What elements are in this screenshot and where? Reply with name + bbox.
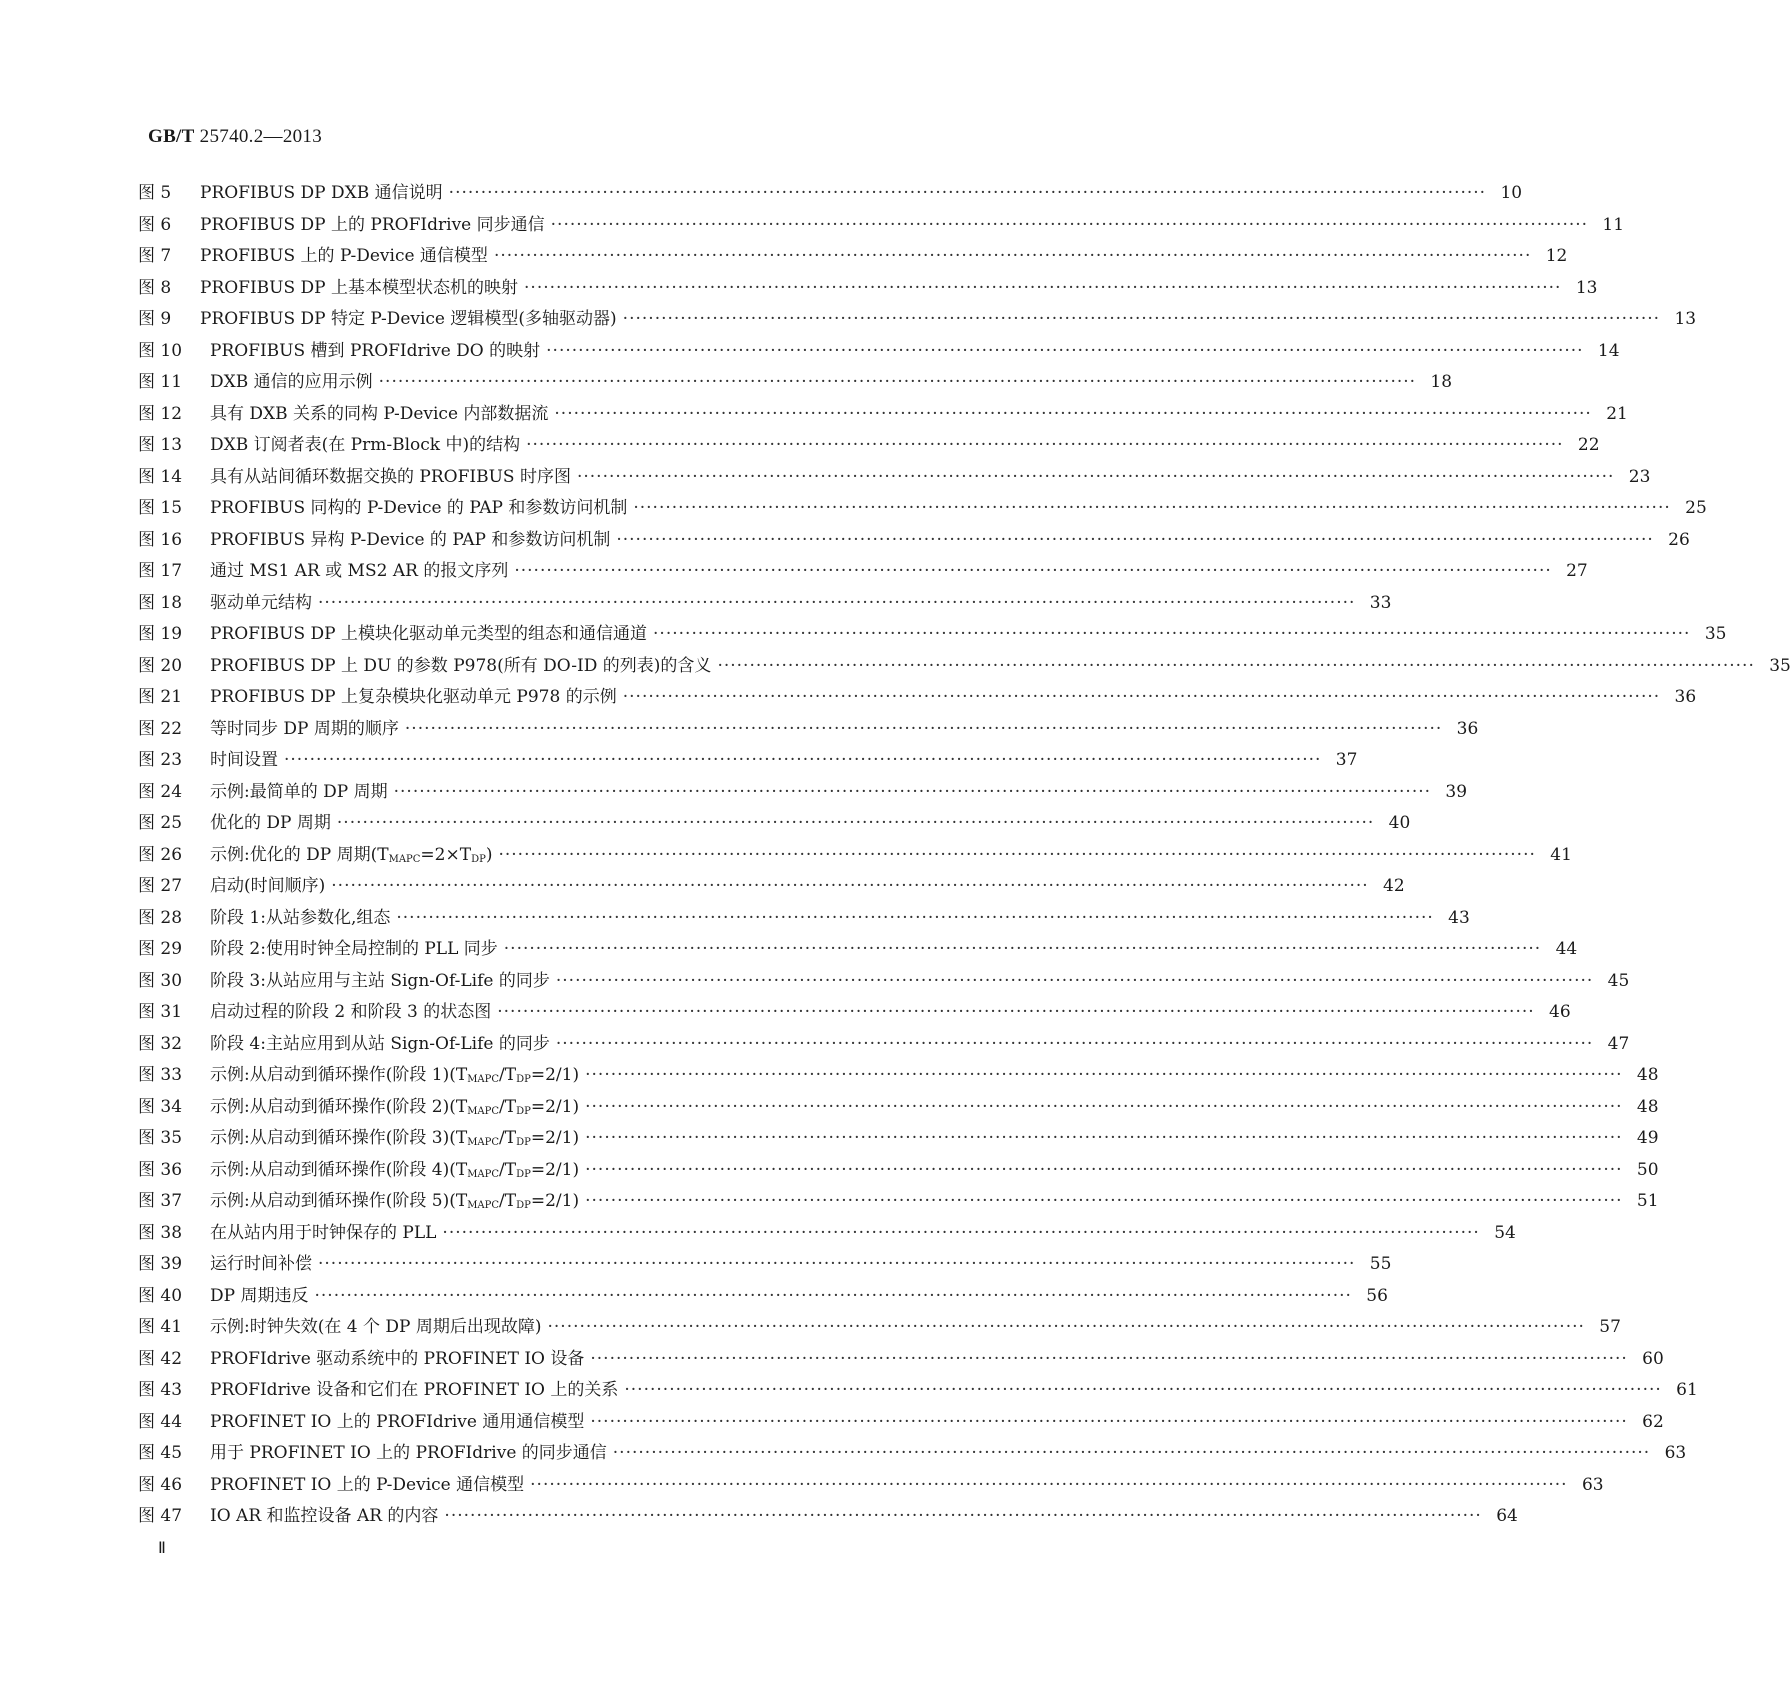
page-ref: 49 [1636, 1128, 1659, 1148]
figure-number: 图 28 [138, 907, 183, 928]
figure-number: 图 21 [138, 687, 183, 707]
figure-title-text: PROFINET IO 上的 P-Device 通信模型 [210, 1474, 525, 1495]
figure-title-text: 启动(时间顺序) [210, 876, 326, 896]
dot-leader [556, 971, 1593, 991]
toc-entry[interactable] [138, 525, 1690, 557]
toc-entry[interactable] [138, 178, 1523, 210]
figure-title-text: =2/1) [530, 1159, 580, 1180]
subscript: MAPC [467, 1168, 500, 1180]
figure-title [210, 1281, 314, 1306]
figure-number: 图 8 [138, 277, 172, 298]
page-ref: 14 [1597, 340, 1620, 361]
page-ref: 37 [1335, 750, 1358, 770]
figure-title [210, 493, 633, 518]
figure-number: 图 24 [138, 781, 183, 802]
figure-title [210, 1155, 585, 1180]
toc-entry[interactable] [138, 336, 1620, 368]
figure-title-text: PROFIdrive 驱动系统中的 PROFINET IO 设备 [210, 1348, 585, 1369]
figure-title-text: PROFIdrive 设备和它们在 PROFINET IO 上的关系 [210, 1380, 619, 1400]
figure-title [210, 682, 623, 707]
figure-number: 图 23 [138, 750, 183, 770]
figure-title-text: PROFIBUS 同构的 P-Device 的 PAP 和参数访问机制 [210, 498, 628, 518]
figure-number: 图 5 [138, 183, 172, 203]
subscript: MAPC [467, 1105, 500, 1117]
page-ref: 39 [1445, 781, 1468, 802]
figure-title [210, 934, 504, 959]
subscript: DP [516, 1105, 531, 1117]
figure-title-text: PROFIBUS DP 上的 PROFIdrive 同步通信 [200, 214, 545, 235]
figure-title-text: 示例:从启动到循环操作(阶段 5)(T [210, 1191, 468, 1211]
figure-title [210, 651, 717, 676]
dot-leader [624, 1380, 1661, 1400]
page-ref: 42 [1383, 876, 1405, 896]
toc-entry[interactable] [138, 871, 1405, 903]
figure-title [210, 808, 337, 833]
figure-title-text: /T [499, 1159, 517, 1180]
figure-title-text: 示例:优化的 DP 周期(T [210, 844, 389, 865]
toc-entry[interactable] [138, 1092, 1659, 1124]
figure-title-text: PROFIBUS DP 上基本模型状态机的映射 [200, 277, 519, 298]
figure-title [210, 1218, 442, 1243]
figure-title [210, 399, 554, 424]
toc-entry[interactable] [138, 840, 1572, 872]
toc-entry[interactable] [138, 430, 1600, 462]
dot-leader [394, 782, 1431, 802]
dot-leader [551, 215, 1588, 235]
toc-entry[interactable] [138, 1123, 1659, 1155]
figure-title-text: /T [499, 1096, 517, 1117]
figure-title [210, 871, 331, 896]
figure-title-text: PROFIBUS DP 上 DU 的参数 P978(所有 DO-ID 的列表)的含义 [210, 655, 712, 676]
subscript: DP [516, 1200, 531, 1211]
dot-leader [396, 908, 1433, 928]
dot-leader [585, 1128, 1622, 1148]
figure-title-text: 示例:从启动到循环操作(阶段 2)(T [210, 1096, 468, 1117]
standard-number: 25740.2—2013 [199, 126, 323, 147]
subscript: MAPC [467, 1074, 500, 1085]
figure-title-text: /T [499, 1191, 517, 1211]
dot-leader [623, 309, 1660, 329]
toc-entry[interactable] [138, 1438, 1687, 1470]
figure-number: 图 17 [138, 561, 183, 581]
figure-title [210, 556, 514, 581]
figure-title [210, 336, 546, 361]
figure-number: 图 15 [138, 498, 183, 518]
figure-number: 图 16 [138, 529, 183, 550]
toc-entry[interactable] [138, 1470, 1604, 1502]
figure-title [210, 462, 577, 487]
dot-leader [498, 845, 1535, 865]
figure-title-text: 阶段 2:使用时钟全局控制的 PLL 同步 [210, 939, 498, 959]
figure-title [210, 1438, 613, 1463]
figure-title-text: 驱动单元结构 [210, 592, 312, 613]
figure-title-text: =2/1) [530, 1065, 580, 1085]
figure-number: 图 32 [138, 1033, 183, 1054]
dot-leader [585, 1097, 1622, 1117]
figure-title-text: 优化的 DP 周期 [210, 813, 331, 833]
figure-title-text: =2/1) [530, 1128, 580, 1148]
page-ref: 22 [1577, 435, 1600, 455]
toc-entry[interactable] [138, 367, 1453, 399]
dot-leader [633, 498, 1670, 518]
figure-title [210, 1312, 548, 1337]
figure-number: 图 13 [138, 435, 183, 455]
figure-title [210, 997, 497, 1022]
figure-number: 图 35 [138, 1128, 183, 1148]
figure-title-text: 示例:时钟失效(在 4 个 DP 周期后出现故障) [210, 1317, 542, 1337]
figure-number: 图 37 [138, 1191, 183, 1211]
page-ref: 45 [1607, 970, 1630, 991]
toc-entry[interactable] [138, 241, 1568, 273]
figure-title [210, 1344, 590, 1369]
page-ref: 12 [1545, 246, 1568, 266]
figure-title-text: =2/1) [530, 1191, 580, 1211]
page-ref: 26 [1668, 529, 1690, 550]
dot-leader [556, 1034, 1593, 1054]
figure-number: 图 41 [138, 1317, 183, 1337]
figure-title [210, 903, 396, 928]
page-ref: 57 [1599, 1317, 1621, 1337]
page-ref: 23 [1628, 466, 1651, 487]
page-ref: 36 [1456, 718, 1479, 739]
dot-leader [548, 1317, 1585, 1337]
figure-number: 图 29 [138, 939, 183, 959]
toc-entry[interactable] [138, 1155, 1659, 1187]
figure-title-text: DXB 通信的应用示例 [210, 372, 373, 392]
figure-title [200, 304, 623, 329]
toc-entry[interactable] [138, 304, 1697, 336]
figure-number: 图 20 [138, 655, 183, 676]
page-ref: 25 [1685, 498, 1707, 518]
figure-number: 图 11 [138, 372, 183, 392]
figure-number: 图 7 [138, 246, 172, 266]
page-number: Ⅱ [158, 1540, 166, 1557]
figure-number: 图 36 [138, 1159, 183, 1180]
subscript: DP [516, 1074, 531, 1085]
page-ref: 54 [1494, 1222, 1516, 1243]
figure-title [200, 273, 524, 298]
page-ref: 27 [1566, 561, 1588, 581]
figure-title-text: PROFINET IO 上的 PROFIdrive 通用通信模型 [210, 1411, 585, 1432]
dot-leader [494, 246, 1531, 266]
page-ref: 60 [1642, 1348, 1664, 1369]
figure-title [210, 1092, 585, 1117]
figure-title-text: =2/1) [530, 1096, 580, 1117]
page-ref: 64 [1496, 1506, 1518, 1526]
page-ref: 11 [1602, 214, 1625, 235]
page-ref: 44 [1555, 939, 1578, 959]
toc-entry[interactable] [138, 934, 1578, 966]
page-ref: 48 [1636, 1096, 1659, 1117]
figure-number: 图 14 [138, 466, 183, 487]
figure-title [210, 367, 379, 392]
toc-entry[interactable] [138, 493, 1707, 525]
figure-title [210, 1470, 530, 1495]
dot-leader [590, 1349, 1627, 1369]
subscript: MAPC [467, 1200, 500, 1211]
figure-title-text: 时间设置 [210, 750, 278, 770]
figure-title [210, 525, 616, 550]
figure-number: 图 34 [138, 1096, 183, 1117]
dot-leader [444, 1506, 1481, 1526]
figure-title [210, 966, 556, 991]
figure-title-text: PROFIBUS DP DXB 通信说明 [200, 183, 443, 203]
figure-title-text: 阶段 3:从站应用与主站 Sign-Of-Life 的同步 [210, 970, 550, 991]
figure-title [200, 178, 449, 203]
figure-number: 图 43 [138, 1380, 183, 1400]
dot-leader [585, 1065, 1622, 1085]
figure-title-text: PROFIBUS DP 上复杂模块化驱动单元 P978 的示例 [210, 687, 617, 707]
figure-title [210, 840, 498, 865]
toc-entry[interactable] [138, 1186, 1659, 1218]
figure-title-text: DP 周期违反 [210, 1285, 309, 1306]
dot-leader [442, 1223, 1479, 1243]
toc-entry[interactable] [138, 1281, 1388, 1313]
toc-entry[interactable] [138, 651, 1791, 683]
figure-title-text: 用于 PROFINET IO 上的 PROFIdrive 的同步通信 [210, 1443, 607, 1463]
dot-leader [524, 278, 1561, 298]
page-ref: 43 [1448, 907, 1470, 928]
toc-entry[interactable] [138, 714, 1479, 746]
dot-leader [590, 1412, 1627, 1432]
dot-leader [623, 687, 1660, 707]
toc-entry[interactable] [138, 1029, 1630, 1061]
dot-leader [318, 1254, 1355, 1274]
toc-entry[interactable] [138, 1218, 1516, 1250]
figure-number: 图 19 [138, 624, 183, 644]
figure-title-text: 通过 MS1 AR 或 MS2 AR 的报文序列 [210, 561, 509, 581]
figure-title [210, 430, 526, 455]
dot-leader [530, 1475, 1567, 1495]
toc-entry[interactable] [138, 1375, 1698, 1407]
figure-title [200, 210, 551, 235]
figure-title-text: 在从站内用于时钟保存的 PLL [210, 1222, 437, 1243]
dot-leader [613, 1443, 1650, 1463]
figure-title-text: 示例:从启动到循环操作(阶段 4)(T [210, 1159, 468, 1180]
dot-leader [337, 813, 1374, 833]
figure-number: 图 26 [138, 844, 183, 865]
dot-leader [546, 341, 1583, 361]
figure-number: 图 27 [138, 876, 183, 896]
figure-title-text: PROFIBUS 上的 P-Device 通信模型 [200, 246, 488, 266]
toc-entry[interactable] [138, 777, 1468, 809]
dot-leader [585, 1191, 1622, 1211]
page-ref: 63 [1664, 1443, 1687, 1463]
list-of-figures [138, 178, 1791, 1533]
toc-entry[interactable] [138, 997, 1571, 1029]
figure-title [210, 714, 405, 739]
page-ref: 56 [1366, 1285, 1388, 1306]
figure-number: 图 33 [138, 1065, 183, 1085]
figure-number: 图 10 [138, 340, 183, 361]
figure-title-text: 具有从站间循环数据交换的 PROFIBUS 时序图 [210, 466, 571, 487]
dot-leader [585, 1160, 1622, 1180]
figure-title [210, 745, 284, 770]
toc-entry[interactable] [138, 1312, 1621, 1344]
figure-number: 图 12 [138, 403, 183, 424]
figure-title [210, 1375, 624, 1400]
subscript: DP [516, 1168, 531, 1180]
figure-title-text: 阶段 1:从站参数化,组态 [210, 907, 391, 928]
toc-entry[interactable] [138, 1249, 1392, 1281]
toc-entry[interactable] [138, 808, 1411, 840]
page-ref: 40 [1388, 813, 1411, 833]
figure-title-text: PROFIBUS 槽到 PROFIdrive DO 的映射 [210, 340, 541, 361]
figure-title [210, 777, 394, 802]
figure-number: 图 42 [138, 1348, 183, 1369]
figure-number: 图 46 [138, 1474, 183, 1495]
toc-entry[interactable] [138, 619, 1727, 651]
figure-title-text: PROFIBUS DP 上模块化驱动单元类型的组态和通信通道 [210, 624, 648, 644]
figure-title-text: IO AR 和监控设备 AR 的内容 [210, 1506, 439, 1526]
page-ref: 18 [1430, 372, 1453, 392]
figure-title [210, 1123, 585, 1148]
page-ref: 63 [1581, 1474, 1604, 1495]
page-ref: 21 [1606, 403, 1628, 424]
toc-entry[interactable] [138, 1501, 1518, 1533]
figure-number: 图 39 [138, 1254, 183, 1274]
figure-title [200, 241, 494, 266]
toc-entry[interactable] [138, 682, 1697, 714]
toc-entry[interactable] [138, 273, 1598, 305]
figure-title-text: =2×T [420, 844, 472, 865]
figure-title-text: ) [485, 844, 493, 865]
page-ref: 50 [1636, 1159, 1659, 1180]
dot-leader [526, 435, 1563, 455]
dot-leader [405, 719, 1442, 739]
subscript: MAPC [467, 1137, 500, 1148]
toc-entry[interactable] [138, 210, 1625, 242]
figure-title-text: PROFIBUS DP 特定 P-Device 逻辑模型(多轴驱动器) [200, 309, 617, 329]
figure-title-text: 示例:最简单的 DP 周期 [210, 781, 388, 802]
figure-title [210, 1060, 585, 1085]
dot-leader [554, 404, 1591, 424]
figure-title-text: 启动过程的阶段 2 和阶段 3 的状态图 [210, 1002, 492, 1022]
figure-number: 图 6 [138, 214, 172, 235]
dot-leader [577, 467, 1614, 487]
figure-number: 图 40 [138, 1285, 183, 1306]
page-ref: 48 [1636, 1065, 1659, 1085]
page-ref: 41 [1550, 844, 1572, 865]
page-ref: 51 [1636, 1191, 1659, 1211]
page-ref: 46 [1549, 1002, 1571, 1022]
standard-code: GB/T [148, 126, 195, 147]
toc-entry[interactable] [138, 903, 1470, 935]
figure-number: 图 9 [138, 309, 172, 329]
toc-entry[interactable] [138, 966, 1630, 998]
dot-leader [331, 876, 1368, 896]
subscript: DP [516, 1137, 531, 1148]
toc-entry[interactable] [138, 399, 1628, 431]
page-ref: 13 [1575, 277, 1598, 298]
toc-entry[interactable] [138, 462, 1651, 494]
figure-title-text: 示例:从启动到循环操作(阶段 1)(T [210, 1065, 468, 1085]
toc-entry[interactable] [138, 1060, 1659, 1092]
figure-number: 图 47 [138, 1506, 183, 1526]
subscript: DP [471, 853, 486, 865]
page-ref: 33 [1369, 592, 1392, 613]
document-header [148, 126, 322, 148]
dot-leader [379, 372, 1416, 392]
figure-number: 图 18 [138, 592, 183, 613]
subscript: MAPC [388, 853, 421, 865]
dot-leader [284, 750, 1321, 770]
page-ref: 13 [1674, 309, 1697, 329]
page-ref: 35 [1769, 655, 1791, 676]
toc-entry[interactable] [138, 588, 1392, 620]
figure-title [210, 1186, 585, 1211]
figure-title-text: 具有 DXB 关系的同构 P-Device 内部数据流 [210, 403, 549, 424]
toc-entry[interactable] [138, 745, 1358, 777]
dot-leader [497, 1002, 1534, 1022]
page-ref: 35 [1704, 624, 1727, 644]
figure-title-text: DXB 订阅者表(在 Prm-Block 中)的结构 [210, 435, 521, 455]
page-ref: 36 [1674, 687, 1697, 707]
page-ref: 61 [1676, 1380, 1698, 1400]
dot-leader [616, 530, 1653, 550]
dot-leader [318, 593, 1355, 613]
figure-number: 图 25 [138, 813, 183, 833]
page-ref: 47 [1607, 1033, 1630, 1054]
figure-number: 图 22 [138, 718, 183, 739]
figure-title [210, 1501, 444, 1526]
figure-number: 图 30 [138, 970, 183, 991]
figure-title [210, 1029, 556, 1054]
figure-title-text: /T [499, 1128, 517, 1148]
toc-entry[interactable] [138, 1344, 1664, 1376]
figure-title [210, 619, 653, 644]
dot-leader [449, 183, 1486, 203]
figure-title-text: 示例:从启动到循环操作(阶段 3)(T [210, 1128, 468, 1148]
figure-title-text: 运行时间补偿 [210, 1254, 312, 1274]
figure-title [210, 1249, 318, 1274]
figure-number: 图 31 [138, 1002, 183, 1022]
figure-title-text: /T [499, 1065, 517, 1085]
figure-title [210, 1407, 590, 1432]
figure-number: 图 45 [138, 1443, 183, 1463]
figure-number: 图 38 [138, 1222, 183, 1243]
figure-title-text: 阶段 4:主站应用到从站 Sign-Of-Life 的同步 [210, 1033, 550, 1054]
dot-leader [717, 656, 1754, 676]
dot-leader [504, 939, 1541, 959]
toc-entry[interactable] [138, 1407, 1664, 1439]
toc-entry[interactable] [138, 556, 1588, 588]
page-ref: 62 [1642, 1411, 1664, 1432]
page-ref: 10 [1500, 183, 1523, 203]
figure-title-text: 等时同步 DP 周期的顺序 [210, 718, 399, 739]
dot-leader [514, 561, 1551, 581]
figure-number: 图 44 [138, 1411, 183, 1432]
dot-leader [314, 1286, 1351, 1306]
figure-title [210, 588, 318, 613]
dot-leader [653, 624, 1690, 644]
figure-title-text: PROFIBUS 异构 P-Device 的 PAP 和参数访问机制 [210, 529, 611, 550]
page-ref: 55 [1369, 1254, 1392, 1274]
